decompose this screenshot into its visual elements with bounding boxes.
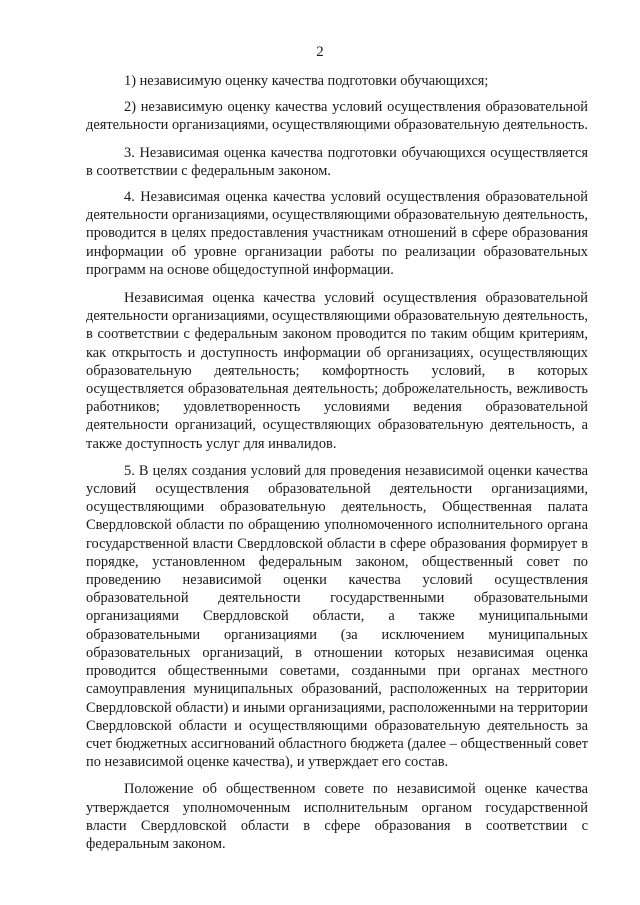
paragraph-criteria: Независимая оценка качества условий осуществления образовательной деятельности организациями, осуществляющими образовательную деятельность, в соответствии с федеральным законом проводится по таким общим критериям, как открытость и доступность информации об организациях, осуществляющих образовательную деятельность; комфортность условий, в которых осуществляется образовательная деятельность; доброжелательность, вежливость работников; удовлетворенность условиями ведения образовательной деятельности организаций, осуществляющих образовательную деятельность, а также доступность услуг для инвалидов. <box>86 290 588 452</box>
paragraph-clause-5: 5. В целях создания условий для проведения независимой оценки качества условий осуществления образовательной деятельности организациями, осуществляющими образовательную деятельность, Общественная палата Свердловской области по обращению уполномоченного исполнительного органа государственной власти Свердловской области в сфере образования формирует в порядке, установленном федеральным законом, общественный совет по проведению независимой оценки качества условий осуществления образовательной деятельности государственными образовательными организациями Свердловской области, а также муниципальными образовательными организациями (за исключением муниципальных образовательных организаций, в отношении которых независимая оценка проводится общественными советами, созданными при органах местного самоуправления муниципальных образований, расположенных на территории Свердловской области) и иными организациями, расположенными на территории Свердловской области и осуществляющими образовательную деятельность за счет бюджетных ассигнований областного бюджета (далее – общественный совет по независимой оценке качества), и утверждает его состав. <box>86 462 588 771</box>
document-body <box>86 72 588 853</box>
paragraph-item-2: 2) независимую оценку качества условий осуществления образовательной деятельности организациями, осуществляющими образовательную деятельность. <box>86 99 588 134</box>
paragraph-clause-3: 3. Независимая оценка качества подготовки обучающихся осуществляется в соответствии с федеральным законом. <box>86 144 588 179</box>
paragraph-regulation: Положение об общественном совете по независимой оценке качества утверждается уполномоченным исполнительным органом государственной власти Свердловской области в сфере образования в соответствии с федеральным законом. <box>86 781 588 852</box>
paragraph-item-1: 1) независимую оценку качества подготовки обучающихся; <box>124 73 489 89</box>
page-number: 2 <box>316 44 324 60</box>
paragraph-clause-4: 4. Независимая оценка качества условий осуществления образовательной деятельности организациями, осуществляющими образовательную деятельность, проводится в целях предоставления участникам отношений в сфере образования информации об уровне организации работы по реализации образовательных программ на основе общедоступной информации. <box>86 189 588 278</box>
